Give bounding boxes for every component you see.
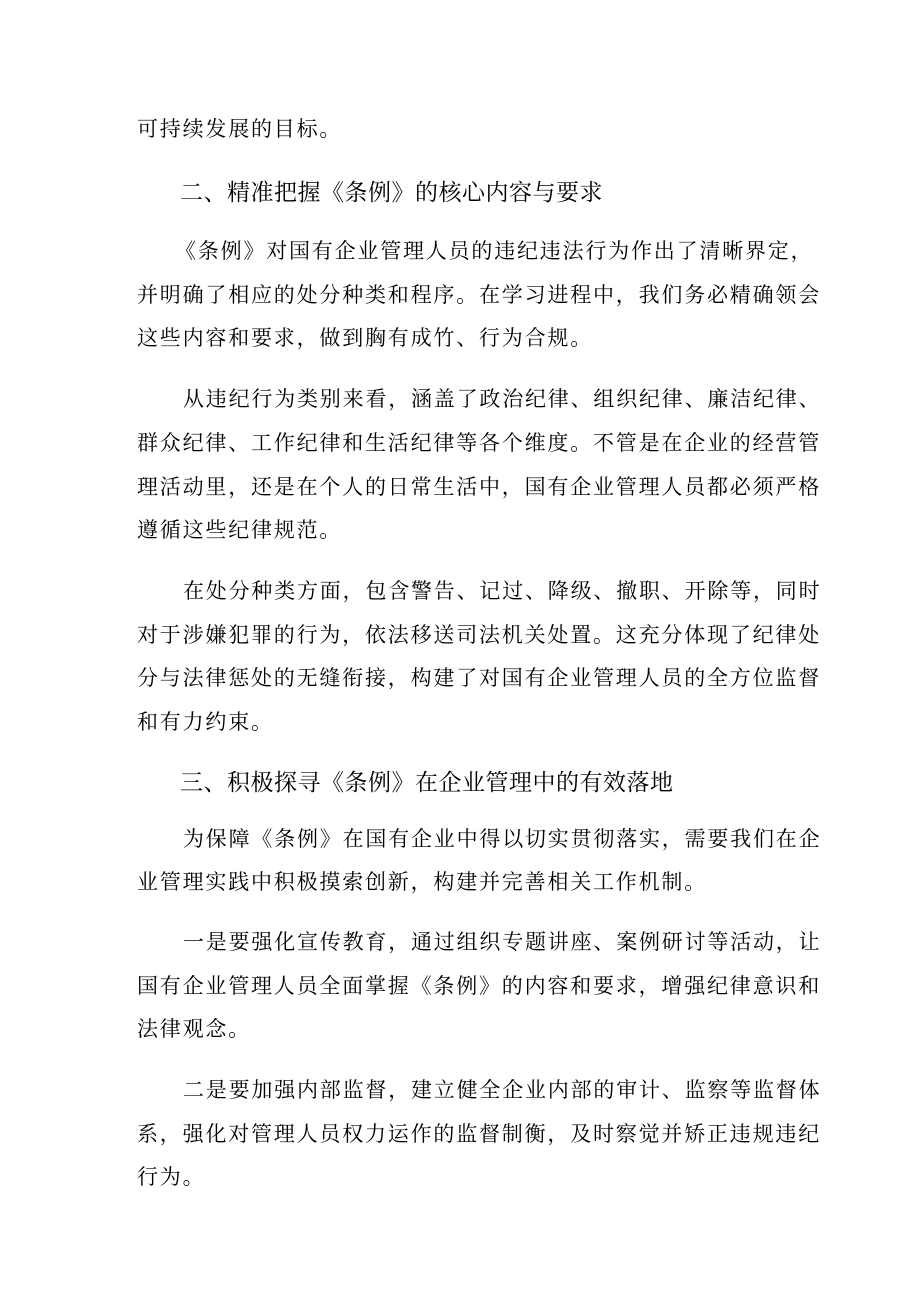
paragraph-line: 可持续发展的目标。 <box>137 117 343 141</box>
paragraph-line: 并明确了相应的处分种类和程序。在学习进程中，我们务必精确领会 <box>137 283 821 307</box>
paragraph-line: 从违纪行为类别来看，涵盖了政治纪律、组织纪律、廉洁纪律、 <box>183 387 822 411</box>
paragraph-line: 二是要加强内部监督，建立健全企业内部的审计、监察等监督体 <box>183 1078 822 1102</box>
paragraph-line: 《条例》对国有企业管理人员的违纪违法行为作出了清晰界定， <box>175 239 814 263</box>
paragraph-line: 法律观念。 <box>137 1017 251 1041</box>
paragraph-line: 一是要强化宣传教育，通过组织专题讲座、案例研讨等活动，让 <box>183 930 822 954</box>
paragraph-line: 遵循这些纪律规范。 <box>137 518 343 542</box>
paragraph-line: 系，强化对管理人员权力运作的监督制衡，及时察觉并矫正违规违纪 <box>137 1122 821 1146</box>
paragraph-line: 这些内容和要求，做到胸有成竹、行为合规。 <box>137 326 593 350</box>
paragraph-line: 业管理实践中积极摸索创新，构建并完善相关工作机制。 <box>137 870 707 894</box>
paragraph-line: 分与法律惩处的无缝衔接，构建了对国有企业管理人员的全方位监督 <box>137 666 821 690</box>
section-heading-2: 二、精准把握《条例》的核心内容与要求 <box>180 180 603 206</box>
paragraph-line: 理活动里，还是在个人的日常生活中，国有企业管理人员都必须严格 <box>137 475 821 499</box>
section-heading-3: 三、积极探寻《条例》在企业管理中的有效落地 <box>180 770 674 796</box>
paragraph-line: 和有力约束。 <box>137 710 274 734</box>
paragraph-line: 国有企业管理人员全面掌握《条例》的内容和要求，增强纪律意识和 <box>137 974 821 998</box>
paragraph-line: 为保障《条例》在国有企业中得以切实贯彻落实，需要我们在企 <box>183 827 822 851</box>
paragraph-line: 群众纪律、工作纪律和生活纪律等各个维度。不管是在企业的经营管 <box>137 431 821 455</box>
paragraph-line: 对于涉嫌犯罪的行为，依法移送司法机关处置。这充分体现了纪律处 <box>137 623 821 647</box>
paragraph-line: 在处分种类方面，包含警告、记过、降级、撤职、开除等，同时 <box>183 579 822 603</box>
paragraph-line: 行为。 <box>137 1165 206 1189</box>
